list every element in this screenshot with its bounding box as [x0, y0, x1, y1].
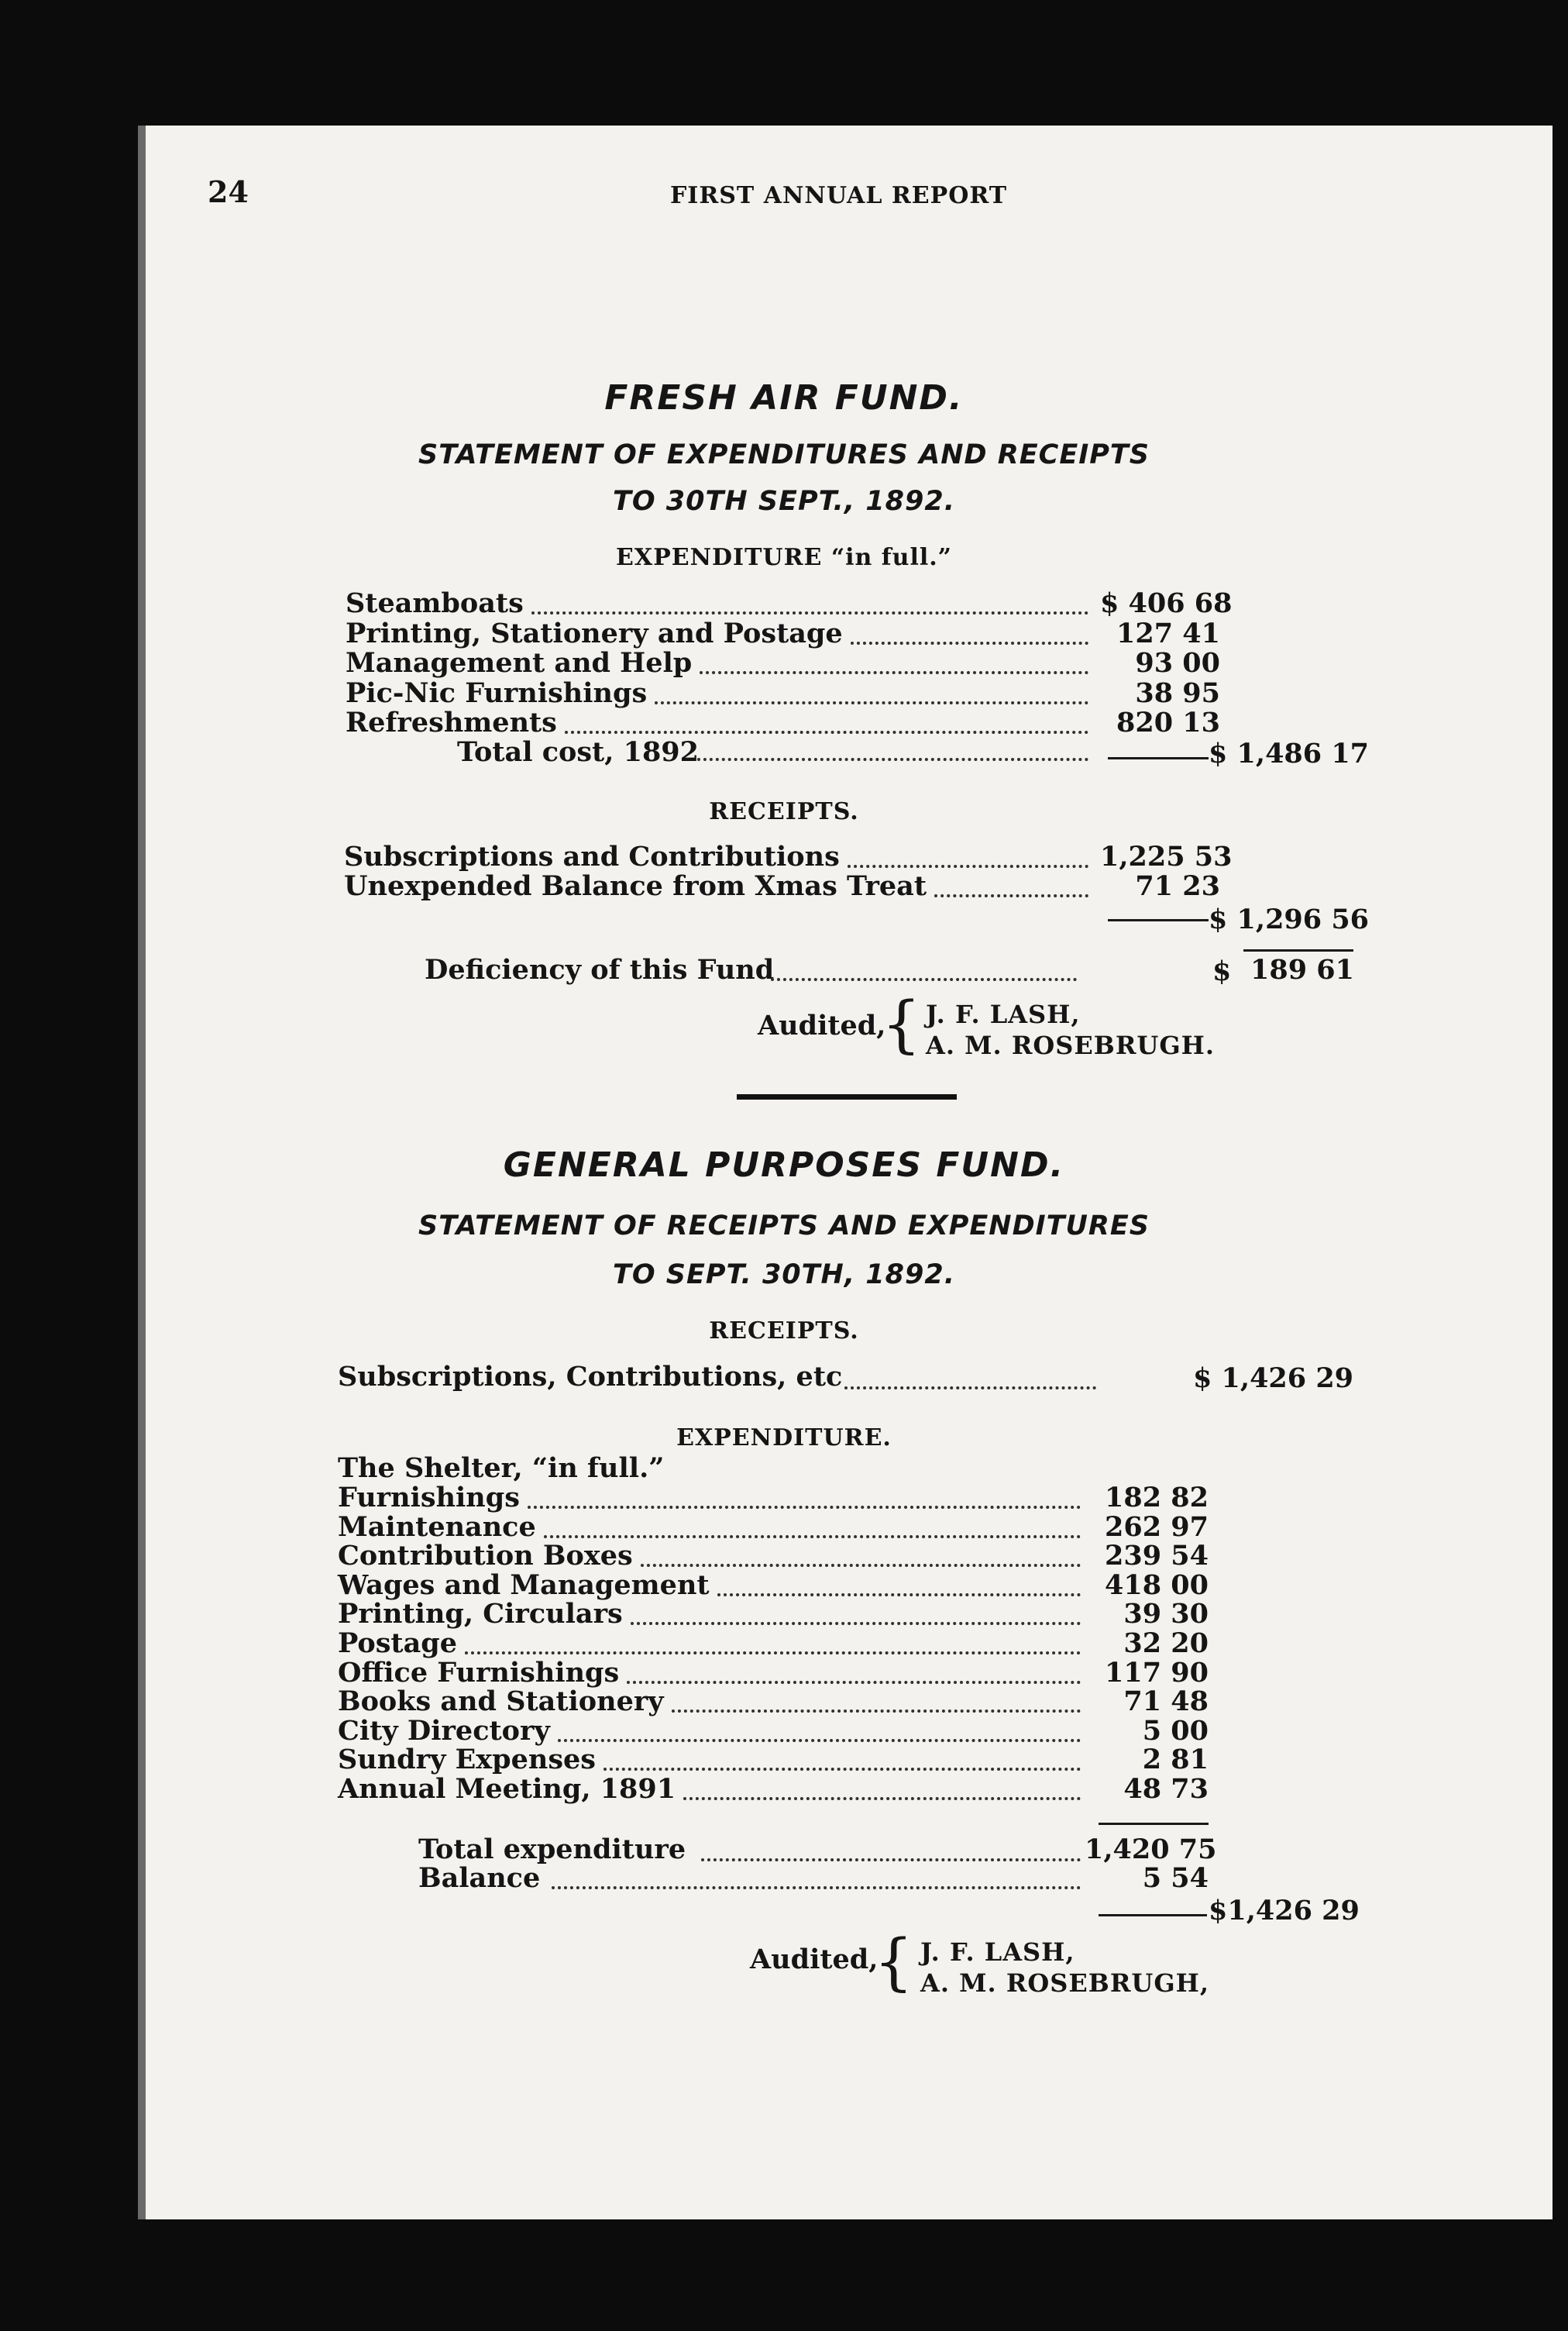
audited-label: Audited,: [758, 1010, 886, 1042]
fresh-air-item-amount: 127 41: [1116, 617, 1220, 649]
rule: [1108, 919, 1209, 921]
fresh-air-item-amount: 38 95: [1135, 677, 1220, 709]
leader-dots: [934, 894, 1088, 897]
fresh-air-item-label: Refreshments: [346, 707, 557, 739]
leader-dots: [565, 731, 1088, 734]
total-expenditure-amount: [1085, 1833, 1217, 1865]
general-item-label: City Directory: [338, 1714, 550, 1747]
general-item-amount: 117 90: [1105, 1656, 1209, 1689]
general-item-label: Maintenance: [338, 1510, 536, 1543]
balance-amount: [1085, 1864, 1209, 1893]
leader-dots: [771, 978, 1077, 981]
general-purposes-fund-title: GENERAL PURPOSES FUND.: [503, 1145, 1065, 1185]
audited-label: Audited,: [750, 1944, 879, 1975]
deficiency-value: 189 61: [1250, 954, 1354, 986]
shelter-label: The Shelter, “in full.”: [338, 1452, 665, 1484]
general-item-label: Wages and Management: [338, 1568, 710, 1601]
general-item-label: Postage: [338, 1627, 458, 1659]
fresh-air-audited-label: [758, 1011, 885, 1041]
running-head: FIRST ANNUAL REPORT: [670, 182, 1008, 209]
fresh-air-receipt-amount: 71 23: [1135, 870, 1220, 902]
leader-dots: [528, 1506, 1081, 1509]
fresh-air-receipt-label: Subscriptions and Contributions: [344, 841, 840, 873]
leader-dots: [717, 1593, 1081, 1596]
general-item-label: Printing, Circulars: [338, 1598, 623, 1630]
general-item-amount: 71 48: [1123, 1685, 1209, 1718]
leader-dots: [552, 1886, 1081, 1889]
leader-dots: [672, 1710, 1081, 1713]
auditor-rosebrugh: A. M. ROSEBRUGH.: [926, 1031, 1216, 1060]
auditor-rosebrugh: A. M. ROSEBRUGH,: [920, 1968, 1210, 1998]
general-item-label: Annual Meeting, 1891: [338, 1773, 676, 1805]
page-number: 24: [208, 174, 249, 209]
general-item-amount: 2 81: [1142, 1744, 1209, 1776]
leader-dots: [465, 1651, 1081, 1654]
fresh-air-expenditure-label: EXPENDITURE “in full.”: [616, 544, 952, 571]
leader-dots: [697, 758, 1088, 761]
deficiency-label: Deficiency of this Fund: [425, 954, 775, 986]
general-subtitle-1: STATEMENT OF RECEIPTS AND EXPENDITURES: [418, 1210, 1150, 1241]
leader-dots: [603, 1768, 1081, 1771]
general-item-label: Office Furnishings: [338, 1656, 620, 1689]
auditor-lash: J. F. LASH,: [920, 1937, 1075, 1967]
general-receipts-label: RECEIPTS.: [709, 1317, 859, 1345]
receipt-label: Subscriptions, Contributions, etc: [338, 1361, 843, 1393]
fresh-air-receipt-label: Unexpended Balance from Xmas Treat: [344, 870, 927, 902]
leader-dots: [531, 611, 1088, 615]
fresh-air-subtitle-2: TO 30TH SEPT., 1892.: [612, 486, 956, 517]
fresh-air-item-amount: $ 406 68: [1100, 587, 1233, 619]
receipt-amount: $ 1,426 29: [1193, 1362, 1354, 1394]
grand-total-amount: [1209, 1895, 1360, 1926]
general-item-amount: 239 54: [1105, 1540, 1209, 1572]
general-expenditure-label: EXPENDITURE.: [676, 1424, 892, 1451]
fresh-air-receipt-amount: 1,225 53: [1100, 841, 1233, 873]
total-expenditure-value: 1,420 75: [1085, 1833, 1217, 1865]
fresh-air-fund-title: FRESH AIR FUND.: [604, 378, 964, 418]
rule: [1108, 757, 1209, 759]
total-amount: $ 1,486 17: [1209, 738, 1370, 770]
fresh-air-receipts-total: [1209, 904, 1370, 935]
total-expenditure-label: Total expenditure: [418, 1833, 686, 1865]
general-item-label: Sundry Expenses: [338, 1744, 597, 1776]
general-audited-label: [750, 1945, 878, 1975]
grand-total-value: $1,426 29: [1209, 1895, 1360, 1926]
fresh-air-item-label: Pic-Nic Furnishings: [346, 677, 648, 709]
fresh-air-total-amount: [1209, 738, 1370, 770]
deficiency-dollar: $: [1212, 955, 1232, 987]
general-item-label: Contribution Boxes: [338, 1540, 633, 1572]
leader-dots: [558, 1739, 1081, 1742]
auditor-lash: J. F. LASH,: [926, 1000, 1081, 1029]
general-receipt-amount: [1193, 1364, 1352, 1393]
balance-value: 5 54: [1142, 1862, 1209, 1894]
rule: [1243, 949, 1353, 952]
total-cost-label: Total cost, 1892: [457, 736, 700, 768]
section-divider: [737, 1094, 957, 1100]
general-item-amount: 39 30: [1123, 1598, 1209, 1630]
fresh-air-item-amount: 93 00: [1135, 647, 1220, 679]
leader-dots: [851, 642, 1088, 645]
leader-dots: [627, 1681, 1081, 1684]
deficiency-amount: [1247, 955, 1354, 985]
brace: {: [882, 988, 921, 1060]
general-item-label: Books and Stationery: [338, 1685, 664, 1718]
leader-dots: [655, 701, 1088, 704]
balance-label: Balance: [418, 1862, 541, 1894]
leader-dots: [700, 671, 1088, 674]
brace: {: [874, 1926, 913, 1998]
fresh-air-item-label: Management and Help: [346, 647, 693, 679]
receipts-total-amount: $ 1,296 56: [1209, 904, 1370, 935]
general-subtitle-2: TO SEPT. 30TH, 1892.: [612, 1259, 956, 1290]
fresh-air-item-amount: 820 13: [1116, 707, 1220, 739]
leader-dots: [631, 1622, 1081, 1625]
general-item-amount: 5 00: [1142, 1714, 1209, 1747]
leader-dots: [544, 1535, 1081, 1538]
fresh-air-receipts-label: RECEIPTS.: [709, 798, 859, 825]
leader-dots: [641, 1564, 1081, 1567]
rule: [1099, 1823, 1209, 1825]
leader-dots: [848, 865, 1088, 868]
general-item-label: Furnishings: [338, 1482, 520, 1513]
general-item-amount: 182 82: [1105, 1482, 1209, 1513]
fresh-air-item-label: Steamboats: [346, 587, 524, 619]
leader-dots: [701, 1858, 1081, 1861]
general-item-amount: 262 97: [1105, 1510, 1209, 1543]
general-item-amount: 418 00: [1105, 1568, 1209, 1601]
general-item-amount: 32 20: [1123, 1627, 1209, 1659]
fresh-air-subtitle-1: STATEMENT OF EXPENDITURES AND RECEIPTS: [418, 439, 1150, 470]
leader-dots: [844, 1386, 1096, 1389]
leader-dots: [683, 1797, 1081, 1800]
fresh-air-item-label: Printing, Stationery and Postage: [346, 617, 843, 649]
general-item-amount: 48 73: [1123, 1773, 1209, 1805]
rule: [1099, 1914, 1207, 1916]
